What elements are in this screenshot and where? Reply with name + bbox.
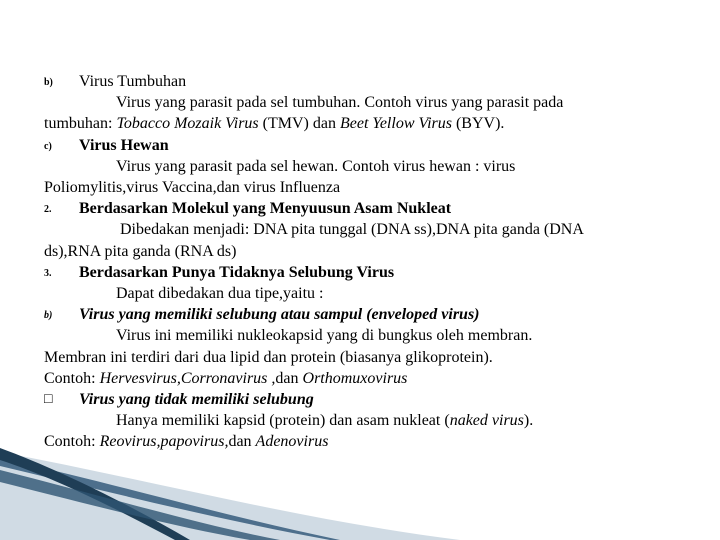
paragraph-line: tumbuhan: Tobacco Mozaik Virus (TMV) dan Beet Yellow Virus (BYV). bbox=[44, 115, 505, 133]
section-3-heading: 3. Berdasarkan Punya Tidaknya Selubung Virus bbox=[44, 262, 710, 283]
paragraph-line: Virus yang parasit pada sel hewan. Contoh virus hewan : virus bbox=[116, 157, 516, 175]
square-bullet-icon: □ bbox=[44, 392, 53, 408]
paragraph-line: Virus ini memiliki nukleokapsid yang di bungkus oleh membran. bbox=[116, 327, 533, 345]
section-b-virus-tumbuhan-heading: b) Virus Tumbuhan bbox=[44, 71, 710, 92]
paragraph-line: Hanya memiliki kapsid (protein) dan asam nukleat (naked virus). bbox=[116, 412, 534, 430]
section-c-virus-hewan-heading: c) Virus Hewan bbox=[44, 135, 710, 156]
section-2-heading: 2. Berdasarkan Molekul yang Menyuusun Asam Nukleat bbox=[44, 198, 710, 219]
bullet-b: b) bbox=[44, 77, 53, 88]
section-b-enveloped-heading: b) Virus yang memiliki selubung atau sampul (enveloped virus) bbox=[44, 304, 710, 325]
bullet-b: b) bbox=[44, 310, 53, 322]
paragraph-line: Contoh: Reovirus,papovirus,dan Adenovirus bbox=[44, 433, 329, 451]
paragraph-line: Dibedakan menjadi: DNA pita tunggal (DNA ss),DNA pita ganda (DNA bbox=[120, 221, 584, 239]
paragraph-line: ds),RNA pita ganda (RNA ds) bbox=[44, 242, 237, 260]
paragraph-line: Contoh: Hervesvirus,Corronavirus ,dan Orthomuxovirus bbox=[44, 369, 408, 387]
paragraph-line: Membran ini terdiri dari dua lipid dan protein (biasanya glikoprotein). bbox=[44, 348, 493, 366]
paragraph-line: Poliomylitis,virus Vaccina,dan virus Influenza bbox=[44, 179, 341, 197]
paragraph-line: Dapat dibedakan dua tipe,yaitu : bbox=[116, 285, 324, 303]
section-naked-virus-heading: □ Virus yang tidak memiliki selubung bbox=[44, 389, 710, 410]
bullet-2: 2. bbox=[44, 204, 52, 216]
document-body bbox=[44, 71, 710, 453]
bottom-swoosh-decoration bbox=[0, 440, 720, 540]
bullet-3: 3. bbox=[44, 267, 52, 279]
paragraph-line: Virus yang parasit pada sel tumbuhan. Contoh virus yang parasit pada bbox=[116, 94, 564, 112]
bullet-c: c) bbox=[44, 140, 52, 152]
